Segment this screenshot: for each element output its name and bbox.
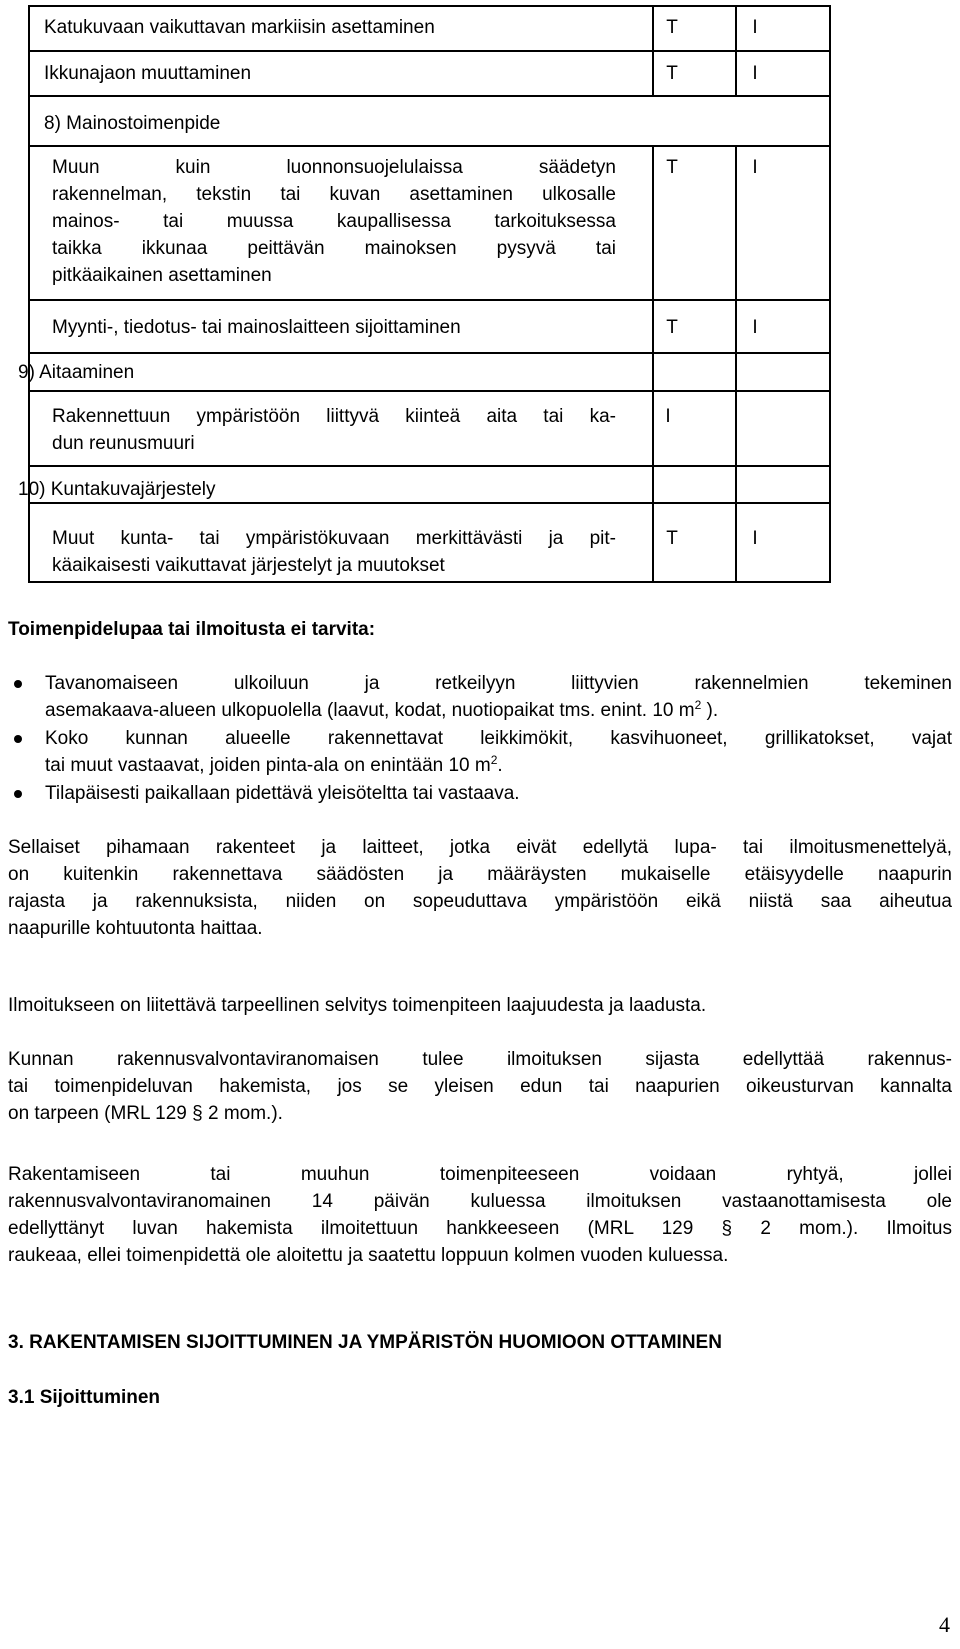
table-row-text [52, 403, 616, 457]
text-part: . [497, 755, 503, 776]
text-line: tai toimenpideluvan hakemista, jos se yleisen edun tai naapurien oikeusturvan kannalta [8, 1076, 952, 1097]
i-mark: I [752, 17, 758, 38]
superscript: 2 [694, 698, 702, 712]
t-mark: T [666, 17, 678, 38]
bullet-text [45, 780, 952, 807]
table-row-text: Katukuvaan vaikuttavan markiisin asettaminen [44, 17, 435, 38]
i-mark: I [752, 157, 758, 178]
bullet-icon [14, 735, 22, 743]
text-line: Rakentamiseen tai muuhun toimenpiteeseen voidaan ryhtyä, jollei [8, 1164, 952, 1185]
section-heading: 10) Kuntakuvajärjestely [18, 479, 216, 500]
i-mark: I [752, 63, 758, 84]
text-part: ). [701, 700, 719, 721]
text-line: Ilmoitukseen on liitettävä tarpeellinen selvitys toimenpiteen laajuudesta ja laadusta. [8, 995, 707, 1016]
i-mark: I [752, 528, 758, 549]
paragraph [8, 992, 952, 1019]
superscript: 2 [490, 753, 498, 767]
text-line: naapurille kohtuutonta haittaa. [8, 918, 263, 939]
row-divider [28, 299, 831, 301]
text-line: Muun kuin luonnonsuojelulaissa säädetyn [52, 157, 616, 178]
section-heading: 8) Mainostoimenpide [44, 113, 221, 134]
text-part: asemakaava-alueen ulkopuolella (laavut, kodat, nuotiopaikat tms. enint. 10 m [45, 700, 695, 721]
text-line: rakennelman, tekstin tai kuvan asettaminen ulkosalle [52, 184, 616, 205]
bullet-text [45, 725, 952, 779]
text-line: raukeaa, ellei toimenpidettä ole aloitettu ja saatettu loppuun kolmen vuoden kuluessa. [8, 1245, 729, 1266]
text-line: Rakennettuun ympäristöön liittyvä kiinteä aita tai ka- [52, 406, 616, 427]
table-row-text [52, 154, 616, 289]
text-line: Tavanomaiseen ulkoiluun ja retkeilyyn liittyvien rakennelmien tekeminen [45, 673, 952, 694]
text-line: pitkäaikainen asettaminen [52, 265, 272, 286]
subsection-heading: 3.1 Sijoittuminen [8, 1387, 161, 1408]
row-divider [28, 465, 831, 467]
col-divider-i [735, 145, 737, 583]
t-mark: T [666, 528, 678, 549]
text-line: Muut kunta- tai ympäristökuvaan merkittävästi ja pit- [52, 528, 616, 549]
row-divider [28, 50, 831, 52]
text-line: Kunnan rakennusvalvontaviranomaisen tulee ilmoituksen sijasta edellyttää rakennus- [8, 1049, 952, 1070]
row-divider [28, 145, 831, 147]
text-line: rakennusvalvontaviranomainen 14 päivän kuluessa ilmoituksen vastaanottamisesta ole [8, 1191, 952, 1212]
paragraph [8, 1161, 952, 1269]
text-line: on kuitenkin rakennettava säädösten ja määräysten mukaiselle etäisyydelle naapurin [8, 864, 952, 885]
text-line: Sellaiset pihamaan rakenteet ja laitteet, jotka eivät edellytä lupa- tai ilmoitusmenettelyä, [8, 837, 952, 858]
text-line: mainos- tai muussa kaupallisessa tarkoituksessa [52, 211, 616, 232]
text-line: taikka ikkunaa peittävän mainoksen pysyvä tai [52, 238, 616, 259]
text-line: Koko kunnan alueelle rakennettavat leikkimökit, kasvihuoneet, grillikatokset, vajat [45, 728, 952, 749]
t-mark: T [666, 63, 678, 84]
bullet-icon [14, 680, 22, 688]
bullet-icon [14, 790, 22, 798]
t-mark: T [666, 157, 678, 178]
section-heading: 9) Aitaaminen [18, 362, 135, 383]
section-heading: 3. RAKENTAMISEN SIJOITTUMINEN JA YMPÄRISTÖN HUOMIOON OTTAMINEN [8, 1332, 722, 1353]
text-line: dun reunusmuuri [52, 433, 195, 454]
text-line: rajasta ja rakennuksista, niiden on sopeuduttava ympäristöön eikä niistä saa aiheutua [8, 891, 952, 912]
row-divider [28, 352, 831, 354]
table-row-text [52, 525, 616, 579]
paragraph [8, 834, 952, 942]
text-line [45, 752, 952, 779]
row-divider [28, 95, 831, 97]
t-mark: T [666, 317, 678, 338]
i-mark: I [752, 317, 758, 338]
col-divider-t [652, 145, 654, 583]
text-part: tai muut vastaavat, joiden pinta-ala on enintään 10 m [45, 755, 491, 776]
page-number: 4 [939, 1612, 950, 1637]
text-line [45, 697, 952, 724]
text-line: on tarpeen (MRL 129 § 2 mom.). [8, 1103, 283, 1124]
text-line: käaikaisesti vaikuttavat järjestelyt ja muutokset [52, 555, 445, 576]
table-row-text: Ikkunajaon muuttaminen [44, 63, 252, 84]
text-line: Tilapäisesti paikallaan pidettävä yleisöteltta tai vastaava. [45, 783, 520, 804]
no-permit-heading: Toimenpidelupaa tai ilmoitusta ei tarvita: [8, 619, 376, 640]
text-line: edellyttänyt luvan hakemista ilmoitettuun hankkeeseen (MRL 129 § 2 mom.). Ilmoitus [8, 1218, 952, 1239]
bullet-text [45, 670, 952, 724]
i-mark: I [665, 406, 671, 427]
paragraph [8, 1046, 952, 1127]
table-row-text: Myynti-, tiedotus- tai mainoslaitteen sijoittaminen [52, 317, 461, 338]
row-divider [28, 390, 831, 392]
